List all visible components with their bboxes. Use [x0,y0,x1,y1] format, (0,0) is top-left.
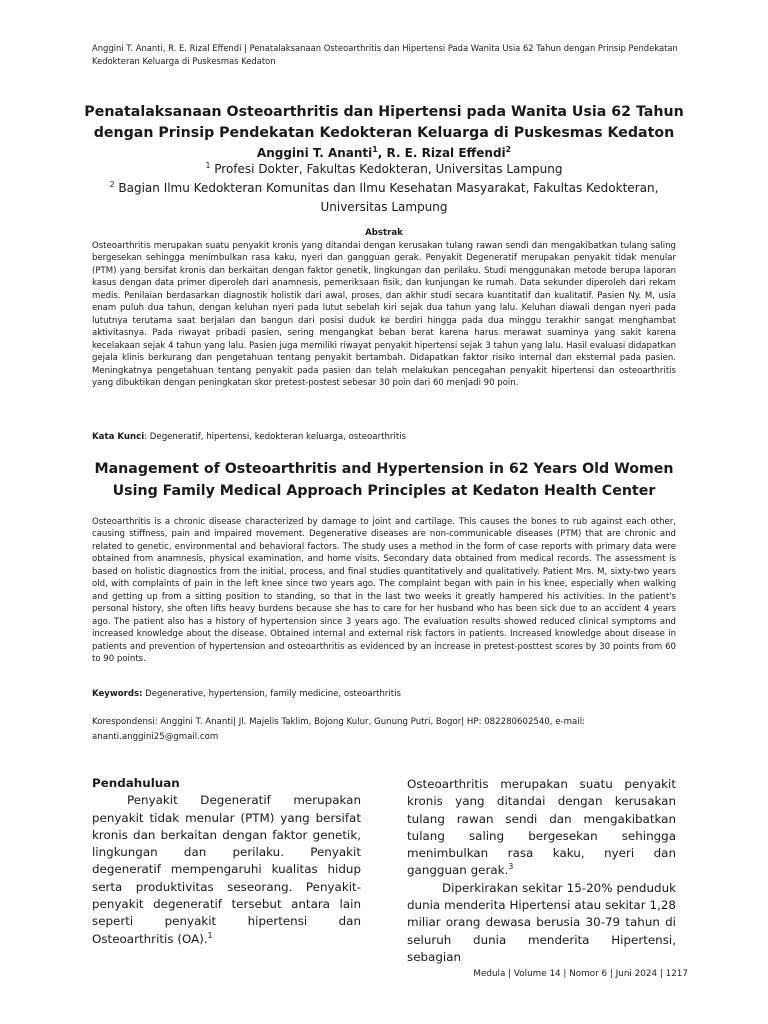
intro-left-column [92,775,361,948]
abstract-indonesian: Osteoarthritis merupakan suatu penyakit kronis yang ditandai dengan kerusakan tulang rawan sendi dan mengakibatkan tulang saling bergesekan sehingga menimbulkan rasa kaku, nyeri dan gangguan gerak. Penyakit Degeneratif merupakan penyakit tidak menular (PTM) yang bersifat kronis dan berkaitan dengan faktor genetik, lingkungan dan perilaku. Studi menggunakan metode berupa laporan kasus dengan data primer diperoleh dari anamnesis, pemeriksaan fisik, dan kunjungan ke rumah. Data sekunder diperoleh dari rekam medis. Penilaian berdasarkan diagnostik holistik dari awal, proses, dan akhir studi secara kuantitatif dan kualitatif. Pasien Ny. M, usia enam puluh dua tahun, dengan keluhan nyeri pada lutut sebelah kiri sejak dua tahun yang lalu. Keluhan diawali dengan nyeri pada lututnya terutama saat berjalan dan bangun dari posisi duduk ke berdiri hingga pada dua minggu terakhir sangat menghambat aktivitasnya. Pada riwayat pribadi pasien, sering mengangkat beban berat karena harus merawat suaminya yang sakit karena kecelakaan sejak 4 tahun yang lalu. Pasien juga memiliki riwayat penyakit hipertensi sejak 3 tahun yang lalu. Hasil evaluasi didapatkan gejala klinis berkurang dan pengetahuan tentang penyakit bertambah. Didapatkan faktor risiko internal dan eksternal pada pasien. Meningkatnya pengetahuan tentang penyakit pada pasien dan telah melakukan pencegahan penyakit hipertensi dan osteoarthritis yang dibuktikan dengan peningkatan skor pretest-postest sebesar 30 poin dari 60 menjadi 90 poin. [92,241,676,388]
keywords-label: Keywords: [92,689,143,699]
paper-title-english [60,458,708,502]
author-list [60,145,708,161]
abstract-english: Osteoarthritis is a chronic disease characterized by damage to joint and cartilage. This causes the bones to rub against each other, causing stiffness, pain and impaired movement. Degenerative diseases are non-communicable diseases (PTM) that are chronic and related to genetic, environmental and behavioral factors. The study uses a method in the form of case reports with primary data were obtained from anamnesis, physical examination, and home visits. Secondary data obtained from medical records. The assessment is based on holistic diagnostics from the initial, process, and final studies quantitatively and qualitatively. Patient Mrs. M, sixty-two years old, with complaints of pain in the left knee since two years ago. The complaint began with pain in his knee, especially when walking and getting up from a sitting position to standing, so that in the last two weeks it greatly hampered his activities. In the patient's personal history, she often lifts heavy burdens because she has to care for her husband who has been sick due to an accident 4 years ago. The patient also has a history of hypertension since 3 years ago. The evaluation results showed reduced clinical symptoms and increased knowledge about the disease. Obtained internal and external risk factors in patients. Increased knowledge about disease in patients and prevention of hypertension and osteoarthritis as evidenced by an increase in pretest-posttest scores by 30 points from 60 to 90 points. [92,517,676,664]
paper-title-indonesian [60,102,708,144]
affiliation-text-continued: Universitas Lampung [320,200,448,214]
keywords-indonesian [92,431,676,443]
author-name: R. E. Rizal Effendi [386,146,506,160]
title-line-1: Penatalaksanaan Osteoarthritis dan Hipertensi pada Wanita Usia 62 Tahun [84,104,684,120]
author-name: Anggini T. Ananti [256,146,373,160]
intro-paragraph [407,776,676,880]
affiliation-text: Profesi Dokter, Fakultas Kedokteran, Universitas Lampung [210,162,563,176]
title-line-2: dengan Prinsip Pendekatan Kedokteran Keluarga di Puskesmas Kedaton [93,125,675,141]
affiliation-text: Bagian Ilmu Kedokteran Komunitas dan Ilmu Kesehatan Masyarakat, Fakultas Kedokteran, [114,181,659,195]
title-line-1: Management of Osteoarthritis and Hypertension in 62 Years Old Women [94,461,674,477]
correspondence [92,715,676,744]
affiliation-2 [60,179,708,217]
keywords-text: Degenerative, hypertension, family medicine, osteoarthritis [142,689,401,699]
citation-mark: 1 [207,930,213,940]
author-affiliation-mark: 2 [505,145,512,154]
affiliation-mark: 1 [205,161,211,170]
title-line-2: Using Family Medical Approach Principles at Kedaton Health Center [112,483,656,499]
affiliation-mark: 2 [109,180,115,189]
running-header: Anggini T. Ananti, R. E. Rizal Effendi | Penatalaksanaan Osteoarthritis dan Hipertensi Pada Wanita Usia 62 Tahun dengan Prinsip Pendekatan Kedokteran Keluarga di Puskesmas Kedaton [92,43,678,66]
correspondence-line: Korespondensi: Anggini T. Ananti| Jl. Majelis Taklim, Bojong Kulur, Gunung Putri, Bogor| HP: 082280602540, e-mail: [92,717,585,727]
paragraph-text: Penyakit Degeneratif merupakan penyakit tidak menular (PTM) yang bersifat kronis dan berkaitan dengan faktor genetik, lingkungan dan perilaku. Penyakit degeneratif mempengaruhi kualitas hidup serta produktivitas seseorang. Penyakit-penyakit degeneratif tersebut antara lain seperti penyakit hipertensi dan Osteoarthritis (OA). [92,793,361,946]
intro-paragraph [92,792,361,948]
keywords-label: Kata Kunci [92,432,145,442]
intro-right-column [407,776,676,966]
abstract-heading: Abstrak [365,228,403,238]
keywords-english [92,688,676,700]
author-separator: , [377,146,387,160]
affiliation-1 [60,160,708,179]
author-affiliation-mark: 1 [372,145,378,154]
keywords-text: : Degeneratif, hipertensi, kedokteran keluarga, osteoarthritis [144,432,407,442]
section-heading: Pendahuluan [92,776,180,790]
citation-mark: 3 [508,862,514,872]
page-footer: Medula | Volume 14 | Nomor 6 | Juni 2024 | 1217 [473,969,688,979]
correspondence-email: ananti.anggini25@gmail.com [92,731,219,742]
intro-paragraph: Diperkirakan sekitar 15-20% penduduk dunia menderita Hipertensi atau sekitar 1,28 miliar orang dewasa berusia 30-79 tahun di seluruh dunia menderita Hipertensi, sebagian [407,880,676,964]
paragraph-text: Osteoarthritis merupakan suatu penyakit kronis yang ditandai dengan kerusakan tulang rawan sendi dan mengakibatkan tulang saling bergesekan sehingga menimbulkan rasa kaku, nyeri dan gangguan gerak. [407,777,676,878]
